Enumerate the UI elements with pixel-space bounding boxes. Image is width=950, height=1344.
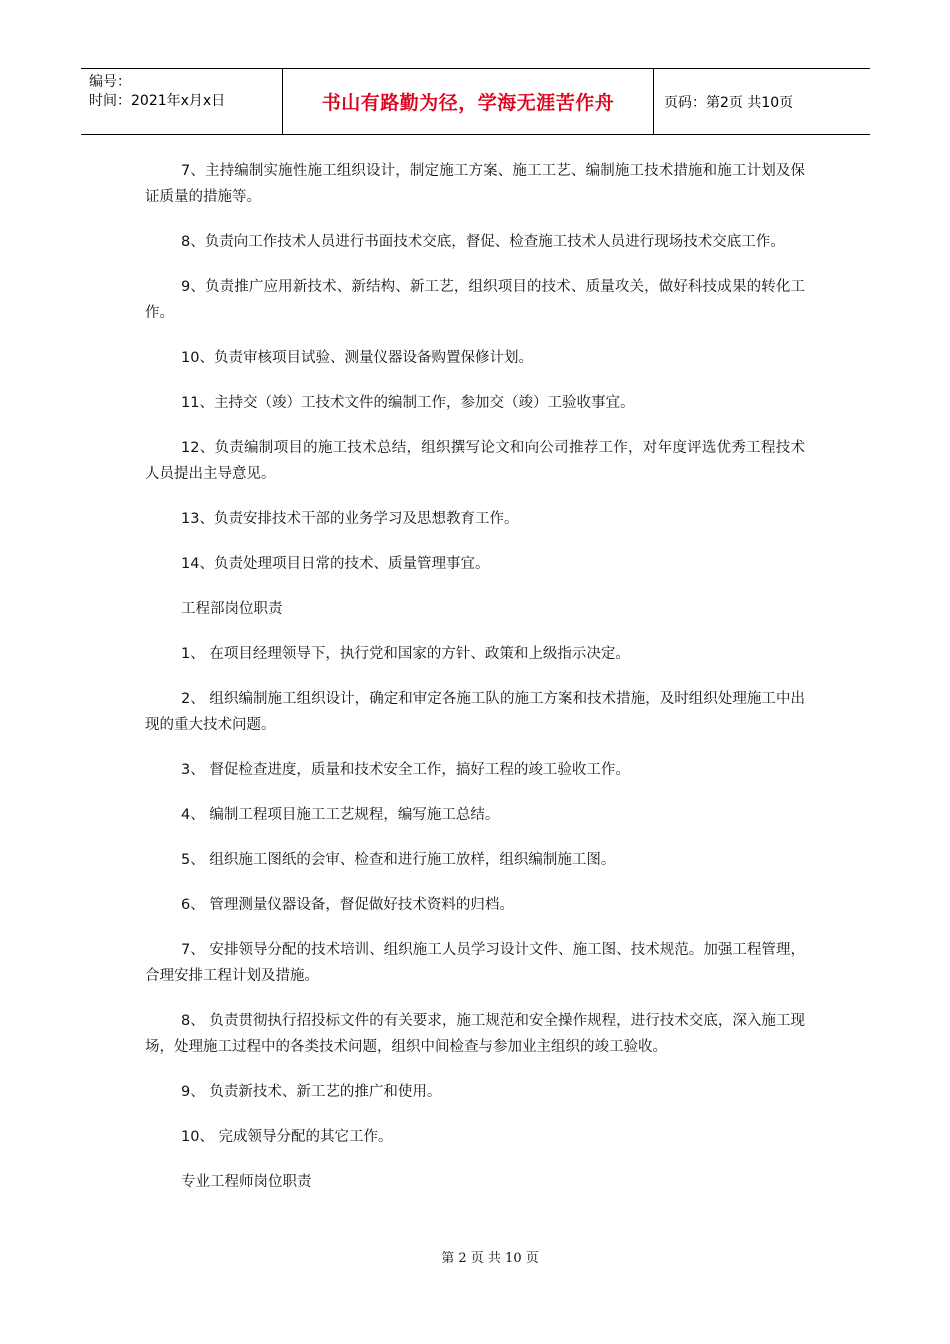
document-body	[145, 158, 805, 1214]
paragraph-eng-6: 6、 管理测量仪器设备，督促做好技术资料的归档。	[181, 897, 514, 913]
paragraph-item-11: 11、主持交（竣）工技术文件的编制工作，参加交（竣）工验收事宜。	[181, 395, 635, 411]
paragraph-eng-10: 10、 完成领导分配的其它工作。	[181, 1129, 393, 1145]
paragraph-item-13: 13、负责安排技术干部的业务学习及思想教育工作。	[181, 511, 519, 527]
page-footer: 第 2 页 共 10 页	[441, 1251, 539, 1266]
doc-time-label: 时间：2021年x月x日	[89, 93, 226, 109]
paragraph-eng-8: 8、 负责贯彻执行招投标文件的有关要求，施工规范和安全操作规程，进行技术交底，深入施工现场，处理施工过程中的各类技术问题，组织中间检查与参加业主组织的竣工验收。	[145, 1013, 805, 1055]
header-page-info: 页码：第2页 共10页	[664, 94, 794, 111]
paragraph-eng-2: 2、 组织编制施工组织设计，确定和审定各施工队的施工方案和技术措施，及时组织处理施工中出现的重大技术问题。	[145, 691, 805, 733]
doc-code-label: 编号：	[89, 74, 131, 90]
page-header	[81, 68, 870, 135]
paragraph-eng-3: 3、 督促检查进度，质量和技术安全工作，搞好工程的竣工验收工作。	[181, 762, 630, 778]
paragraph-item-14: 14、负责处理项目日常的技术、质量管理事宜。	[181, 556, 490, 572]
paragraph-eng-7: 7、 安排领导分配的技术培训、组织施工人员学习设计文件、施工图、技术规范。加强工程管理，合理安排工程计划及措施。	[145, 942, 805, 984]
header-motto: 书山有路勤为径，学海无涯苦作舟	[282, 69, 654, 134]
header-meta	[81, 69, 282, 134]
paragraph-item-9: 9、负责推广应用新技术、新结构、新工艺，组织项目的技术、质量攻关，做好科技成果的转化工作。	[145, 279, 805, 321]
paragraph-eng-5: 5、 组织施工图纸的会审、检查和进行施工放样，组织编制施工图。	[181, 852, 616, 868]
paragraph-item-7: 7、主持编制实施性施工组织设计，制定施工方案、施工工艺、编制施工技术措施和施工计划及保证质量的措施等。	[145, 163, 805, 205]
paragraph-eng-1: 1、 在项目经理领导下，执行党和国家的方针、政策和上级指示决定。	[181, 646, 630, 662]
paragraph-eng-4: 4、 编制工程项目施工工艺规程，编写施工总结。	[181, 807, 500, 823]
paragraph-item-8: 8、负责向工作技术人员进行书面技术交底，督促、检查施工技术人员进行现场技术交底工作。	[181, 234, 785, 250]
section-heading-engineering-dept: 工程部岗位职责	[181, 601, 283, 617]
paragraph-item-10: 10、负责审核项目试验、测量仪器设备购置保修计划。	[181, 350, 533, 366]
paragraph-item-12: 12、负责编制项目的施工技术总结，组织撰写论文和向公司推荐工作，对年度评选优秀工程技术人员提出主导意见。	[145, 440, 805, 482]
section-heading-specialty-engineer: 专业工程师岗位职责	[181, 1174, 312, 1190]
paragraph-eng-9: 9、 负责新技术、新工艺的推广和使用。	[181, 1084, 442, 1100]
